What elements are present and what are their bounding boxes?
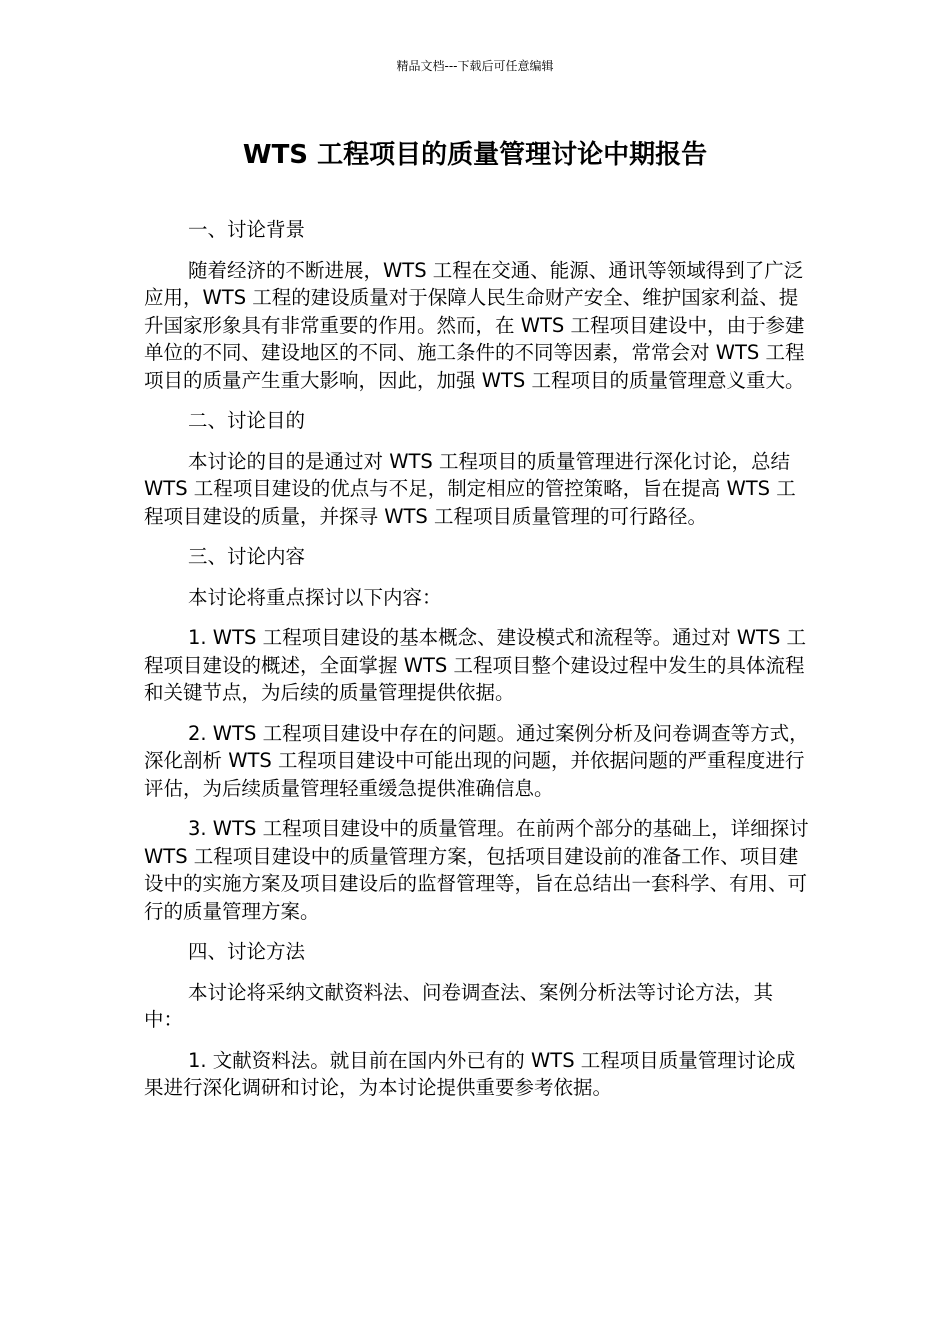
list-item-content-2: 2. WTS 工程项目建设中存在的问题。通过案例分析及问卷调查等方式，深化剖析 WTS 工程项目建设中可能出现的问题，并依据问题的严重程度进行评估，为后续质量管理轻重缓急提供准确信息。 (144, 721, 809, 800)
paragraph-purpose: 本讨论的目的是通过对 WTS 工程项目的质量管理进行深化讨论，总结 WTS 工程项目建设的优点与不足，制定相应的管控策略，旨在提高 WTS 工程项目建设的质量，并探寻 WTS 工程项目质量管理的可行路径。 (144, 449, 796, 528)
section-heading-purpose: 二、讨论目的 (188, 409, 306, 432)
section-heading-background: 一、讨论背景 (188, 218, 306, 241)
list-item-method-1: 1. 文献资料法。就目前在国内外已有的 WTS 工程项目质量管理讨论成果进行深化调研和讨论，为本讨论提供重要参考依据。 (144, 1048, 796, 1099)
document-title: WTS 工程项目的质量管理讨论中期报告 (242, 140, 708, 170)
paragraph-background: 随着经济的不断进展，WTS 工程在交通、能源、通讯等领域得到了广泛应用，WTS 工程的建设质量对于保障人民生命财产安全、维护国家利益、提升国家形象具有非常重要的作用。然而，在 WTS 工程项目建设中，由于参建单位的不同、建设地区的不同、施工条件的不同等因素，常常会对 WTS 工程项目的质量产生重大影响，因此，加强 WTS 工程项目的质量管理意义重大。 (144, 258, 805, 392)
paragraph-method-intro: 本讨论将采纳文献资料法、问卷调查法、案例分析法等讨论方法，其中： (144, 980, 774, 1031)
list-item-content-1: 1. WTS 工程项目建设的基本概念、建设模式和流程等。通过对 WTS 工程项目建设的概述，全面掌握 WTS 工程项目整个建设过程中发生的具体流程和关键节点，为后续的质量管理提供依据。 (144, 626, 807, 704)
section-heading-content: 三、讨论内容 (188, 545, 306, 568)
page-header: 精品文档---下载后可任意编辑 (396, 59, 554, 73)
document-body (144, 216, 810, 1115)
paragraph-content-intro: 本讨论将重点探讨以下内容： (188, 585, 442, 609)
section-heading-method: 四、讨论方法 (188, 940, 306, 963)
list-item-content-3: 3. WTS 工程项目建设中的质量管理。在前两个部分的基础上，详细探讨 WTS 工程项目建设中的质量管理方案，包括项目建设前的准备工作、项目建设中的实施方案及项目建设后的监督管理等，旨在总结出一套科学、有用、可行的质量管理方案。 (144, 817, 809, 923)
